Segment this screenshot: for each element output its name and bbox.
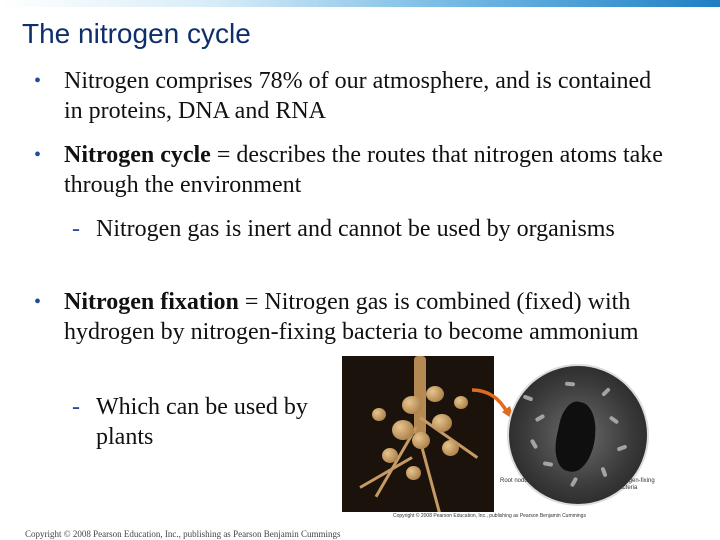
root-nodule — [372, 408, 386, 421]
bacterium — [570, 477, 578, 488]
bacterium — [543, 461, 554, 467]
bacterium — [600, 467, 607, 478]
root-nodule — [382, 448, 398, 463]
bullet-2-text: = describes the routes that nitrogen atoms take through the environment — [64, 142, 663, 198]
bacterium — [601, 387, 611, 397]
bullet-dot: • — [34, 291, 42, 313]
bacteria-label: Nitrogen-fixing bacteria — [616, 478, 655, 491]
bacterium — [617, 444, 628, 451]
bullet-3-text: = Nitrogen gas is combined (fixed) with hydrogen by nitrogen-fixing bacteria to become ammonium — [64, 289, 639, 345]
root-nodules-photo — [342, 356, 494, 512]
bacterium — [530, 439, 538, 450]
footer-copyright: Copyright © 2008 Pearson Education, Inc., publishing as Pearson Benjamin Cummings — [25, 529, 341, 539]
nodule-cavity — [550, 399, 602, 475]
root-nodule — [426, 386, 444, 402]
root-nodule — [432, 414, 452, 432]
sub-bullet-2 — [72, 392, 316, 452]
sub-bullet-dash: - — [72, 394, 80, 420]
sub-bullet-dash: - — [72, 216, 80, 242]
root-nodule-label: Root nodule — [500, 478, 533, 484]
bullet-dot: • — [34, 70, 42, 92]
title-accent-bar — [0, 0, 720, 7]
bullet-1 — [34, 66, 674, 126]
root-nodule — [392, 420, 414, 440]
bullet-2-term: Nitrogen cycle — [64, 142, 211, 168]
root-nodule — [442, 440, 459, 456]
root-nodule — [406, 466, 421, 480]
root-nodule — [454, 396, 468, 409]
bacterium — [523, 394, 534, 401]
bullet-3 — [34, 287, 684, 347]
figure-credit: Copyright © 2008 Pearson Education, Inc., publishing as Pearson Benjamin Cummings — [393, 513, 586, 519]
slide-title: The nitrogen cycle — [22, 18, 251, 49]
bullet-1-text: Nitrogen comprises 78% of our atmosphere, and is contained in proteins, DNA and RNA — [64, 68, 652, 124]
root-strand — [421, 447, 442, 512]
sub-bullet-1 — [72, 214, 636, 244]
bullet-3-term: Nitrogen fixation — [64, 289, 239, 315]
bacterium — [565, 382, 575, 387]
root-nodule — [402, 396, 422, 414]
sub-bullet-1-text: Nitrogen gas is inert and cannot be used by organisms — [96, 216, 615, 242]
bacterium — [609, 415, 619, 424]
root-nodule — [412, 432, 430, 449]
sub-bullet-2-text: Which can be used by plants — [96, 394, 308, 450]
bacterium — [535, 414, 546, 422]
bullet-2 — [34, 140, 674, 200]
bullet-dot: • — [34, 144, 42, 166]
